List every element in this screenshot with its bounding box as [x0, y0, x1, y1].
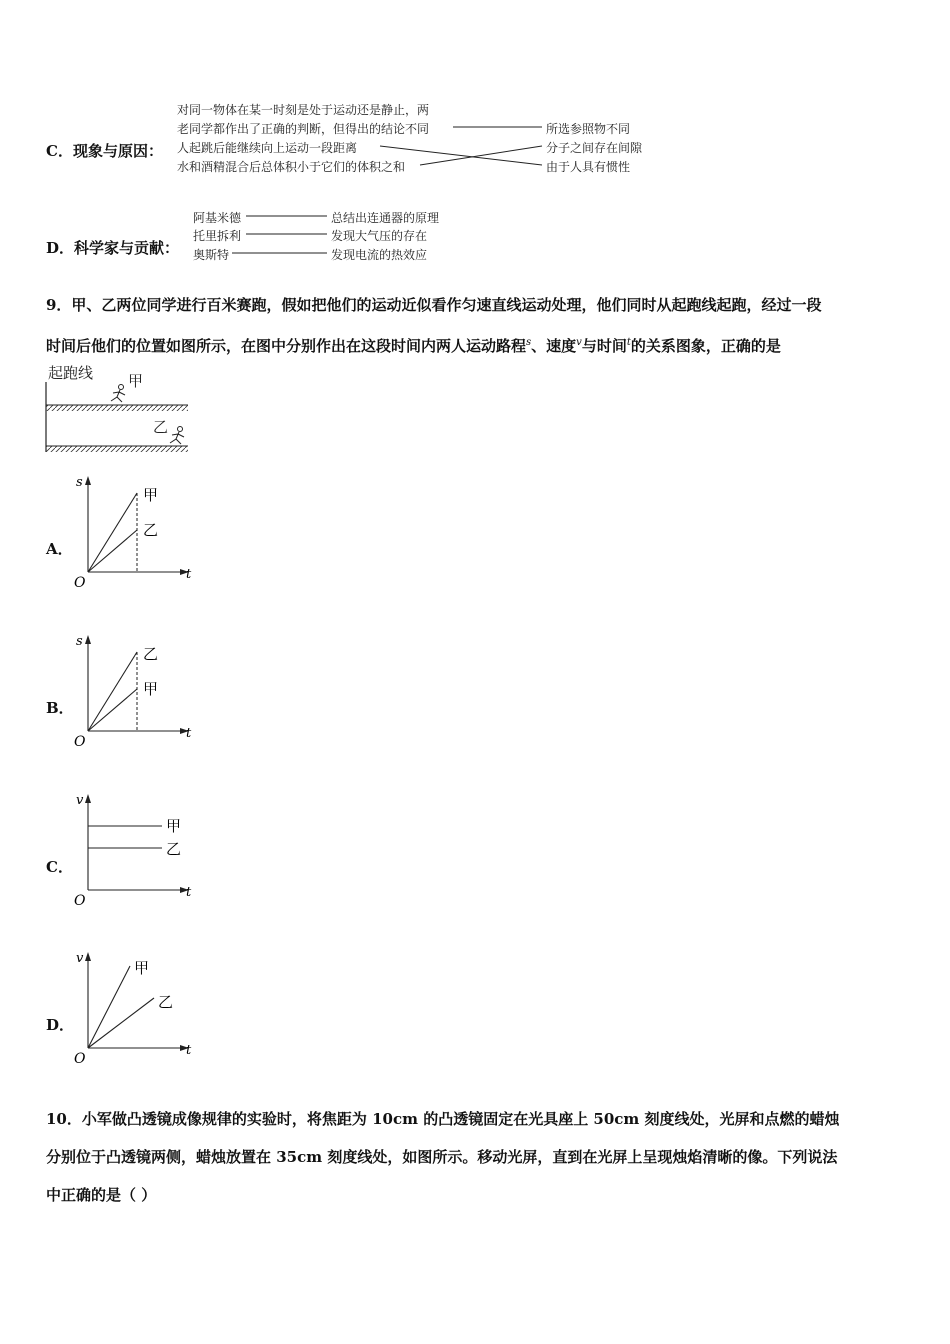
option-c-left-3: 人起跳后能继续向上运动一段距离	[177, 141, 358, 155]
line-yi	[88, 998, 154, 1048]
runner-yi-icon	[170, 427, 184, 445]
option-c-connectors	[0, 0, 950, 200]
option-d-graph-label[interactable]: D．	[46, 1016, 75, 1034]
option-d-left-2: 托里拆利	[193, 229, 242, 243]
option-c-left-2: 老同学都作出了正确的判断，但得出的结论不同	[177, 122, 430, 136]
graph-b	[70, 629, 200, 754]
y-axis-label: s	[76, 475, 83, 490]
option-d-right-2: 发现大气压的存在	[331, 229, 428, 243]
option-c-left-1: 对同一物体在某一时刻是处于运动还是静止，两	[177, 103, 430, 117]
runner-jia-icon	[111, 385, 125, 403]
option-c-label: C．现象与原因：	[46, 142, 163, 160]
label-lower: 甲	[143, 680, 159, 698]
option-c-right-1: 所选参照物不同	[546, 122, 631, 136]
y-axis-label: v	[76, 793, 84, 808]
y-axis-label: s	[76, 634, 83, 649]
question-10-line-3: 中正确的是（ ）	[46, 1186, 157, 1204]
option-c-right-3: 由于人具有惯性	[546, 160, 631, 174]
label-upper: 乙	[143, 645, 159, 663]
option-d-label: D．科学家与贡献：	[46, 239, 180, 257]
label-lower: 乙	[158, 993, 174, 1011]
origin-label: O	[74, 734, 86, 750]
label-upper: 甲	[166, 817, 182, 835]
race-track-figure	[40, 358, 200, 458]
line-yi	[88, 652, 137, 731]
start-line-label: 起跑线	[48, 364, 94, 382]
question-10-line-1: 10．小军做凸透镜成像规律的实验时，将焦距为 10cm 的凸透镜固定在光具座上 50cm 刻度线处，光屏和点燃的蜡烛	[46, 1110, 840, 1128]
option-d-left-3: 奥斯特	[193, 248, 230, 262]
origin-label: O	[74, 1051, 86, 1067]
label-upper: 甲	[134, 959, 150, 977]
label-upper: 甲	[143, 486, 159, 504]
y-axis-label: v	[76, 951, 84, 966]
x-axis-label: t	[186, 885, 192, 900]
graph-d	[70, 946, 200, 1071]
label-lower: 乙	[166, 840, 182, 858]
runner-jia-label: 甲	[128, 372, 144, 390]
question-10-line-2: 分别位于凸透镜两侧，蜡烛放置在 35cm 刻度线处，如图所示。移动光屏，直到在光屏上呈现烛焰清晰的像。下列说法	[46, 1148, 838, 1166]
question-9-line-2: 时间后他们的位置如图所示，在图中分别作出在这段时间内两人运动路程$^s$、速度$^v$与时间$^t$的关系图象，正确的是	[46, 337, 781, 355]
option-a-label[interactable]: A．	[46, 540, 73, 558]
x-axis-label: t	[186, 1043, 192, 1058]
line-jia	[88, 966, 130, 1048]
runner-yi-label: 乙	[153, 418, 169, 436]
line-jia	[88, 689, 137, 731]
option-d-right-1: 总结出连通器的原理	[331, 211, 440, 225]
graph-c	[70, 788, 200, 913]
label-lower: 乙	[143, 521, 159, 539]
option-c-graph-label[interactable]: C．	[46, 858, 73, 876]
option-b-label[interactable]: B．	[46, 699, 74, 717]
option-d-right-3: 发现电流的热效应	[331, 248, 428, 262]
x-axis-label: t	[186, 567, 192, 582]
origin-label: O	[74, 893, 86, 909]
symbol-t: t	[626, 337, 631, 348]
origin-label: O	[74, 575, 86, 591]
line-yi	[88, 530, 137, 572]
track-bottom	[46, 446, 188, 452]
option-c-right-2: 分子之间存在间隙	[546, 141, 643, 155]
option-c-left-4: 水和酒精混合后总体积小于它们的体积之和	[177, 160, 406, 174]
track-divider	[46, 405, 188, 411]
option-d-connectors	[0, 200, 950, 270]
symbol-v: v	[576, 337, 582, 348]
option-d-left-1: 阿基米德	[193, 211, 242, 225]
line-jia	[88, 493, 137, 572]
symbol-s: s	[526, 337, 532, 348]
graph-a	[70, 470, 200, 595]
question-9-line-1: 9．甲、乙两位同学进行百米赛跑，假如把他们的运动近似看作匀速直线运动处理，他们同时从起跑线起跑，经过一段	[46, 296, 822, 314]
x-axis-label: t	[186, 726, 192, 741]
